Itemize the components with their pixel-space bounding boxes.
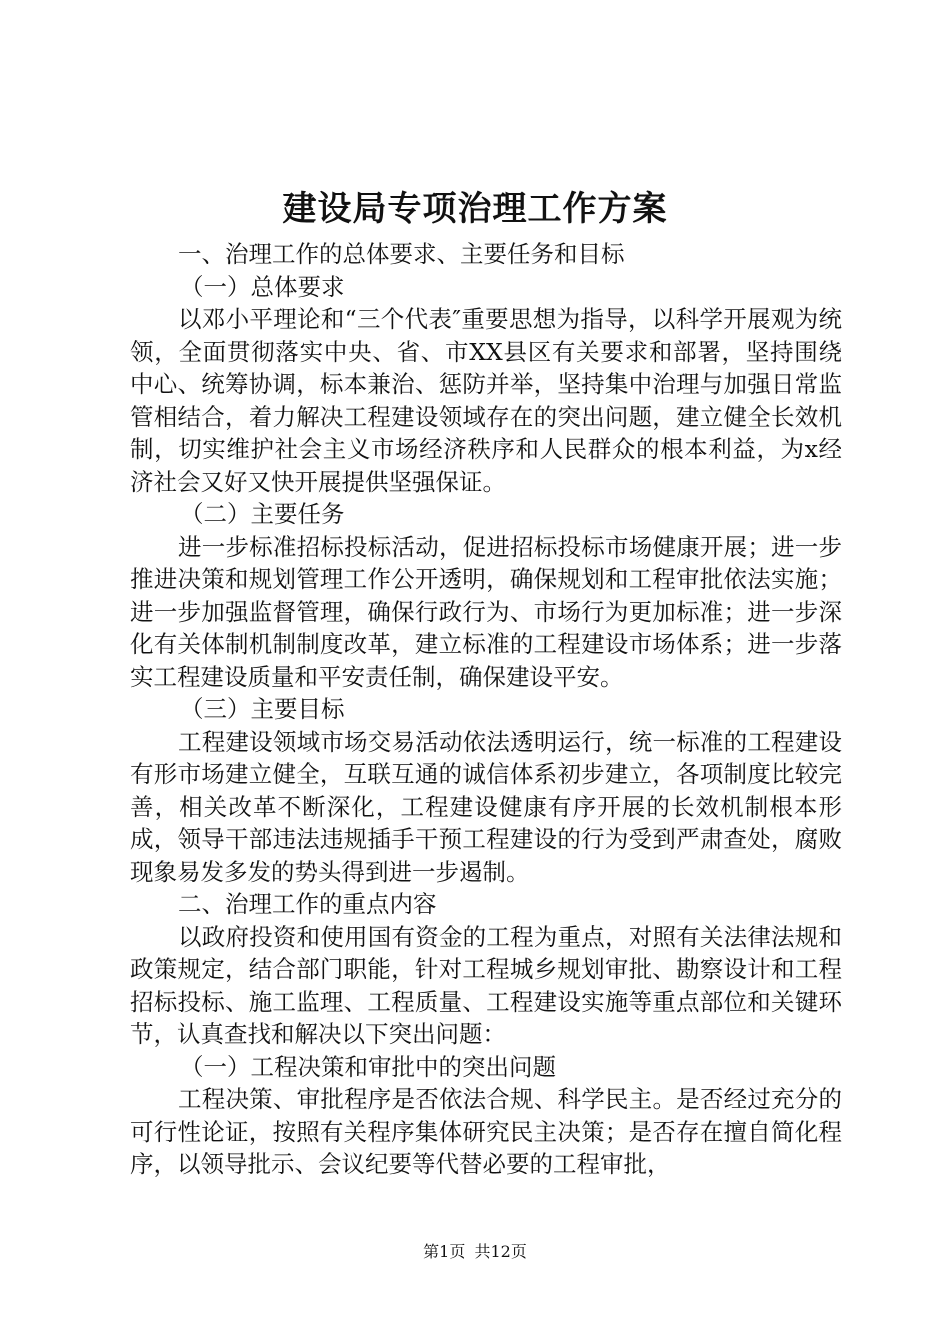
section-1-sub-3-paragraph: 工程建设领域市场交易活动依法透明运行，统一标准的工程建设有形市场建立健全，互联互通的诚信体系初步建立，各项制度比较完善，相关改革不断深化，工程建设健康有序开展的长效机制根本形成，领导干部违法违规插手干预工程建设的行为受到严肃查处，腐败现象易发多发的势头得到进一步遏制。 <box>130 727 842 886</box>
section-1-sub-1-paragraph: 以邓小平理论和“三个代表″重要思想为指导，以科学开展观为统领，全面贯彻落实中央、省、市XX县区有关要求和部署，坚持围绕中心、统筹协调，标本兼治、惩防并举，坚持集中治理与加强日常监管相结合，着力解决工程建设领域存在的突出问题，建立健全长效机制，切实维护社会主义市场经济秩序和人民群众的根本利益，为x经济社会又好又快开展提供坚强保证。 <box>130 305 842 496</box>
section-2-sub-1-heading: （一）工程决策和审批中的突出问题 <box>180 1052 556 1081</box>
section-2-sub-1-paragraph: 工程决策、审批程序是否依法合规、科学民主。是否经过充分的可行性论证，按照有关程序集体研究民主决策；是否存在擅自简化程序，以领导批示、会议纪要等代替必要的工程审批， <box>130 1085 842 1178</box>
section-1-sub-3-heading: （三）主要目标 <box>180 695 345 723</box>
section-2-heading: 二、治理工作的重点内容 <box>178 890 437 918</box>
page-number: 第1页 <box>423 1242 466 1261</box>
page-total: 共12页 <box>474 1242 527 1261</box>
section-1-sub-2-paragraph: 进一步标准招标投标活动，促进招标投标市场健康开展；进一步推进决策和规划管理工作公开透明，确保规划和工程审批依法实施；进一步加强监督管理，确保行政行为、市场行为更加标准；进一步深化有关体制机制制度改革，建立标准的工程建设市场体系；进一步落实工程建设质量和平安责任制，确保建设平安。 <box>130 532 842 691</box>
section-1-heading: 一、治理工作的总体要求、主要任务和目标 <box>178 240 625 268</box>
section-1-sub-2-heading: （二）主要任务 <box>180 500 345 528</box>
document-body <box>130 238 842 1181</box>
section-1-sub-1-heading: （一）总体要求 <box>180 272 345 301</box>
document-title: 建设局专项治理工作方案 <box>282 189 668 229</box>
section-2-paragraph: 以政府投资和使用国有资金的工程为重点，对照有关法律法规和政策规定，结合部门职能，针对工程城乡规划审批、勘察设计和工程招标投标、施工监理、工程质量、工程建设实施等重点部位和关键环节，认真查找和解决以下突出问题： <box>130 922 842 1048</box>
page-footer <box>0 1241 950 1263</box>
